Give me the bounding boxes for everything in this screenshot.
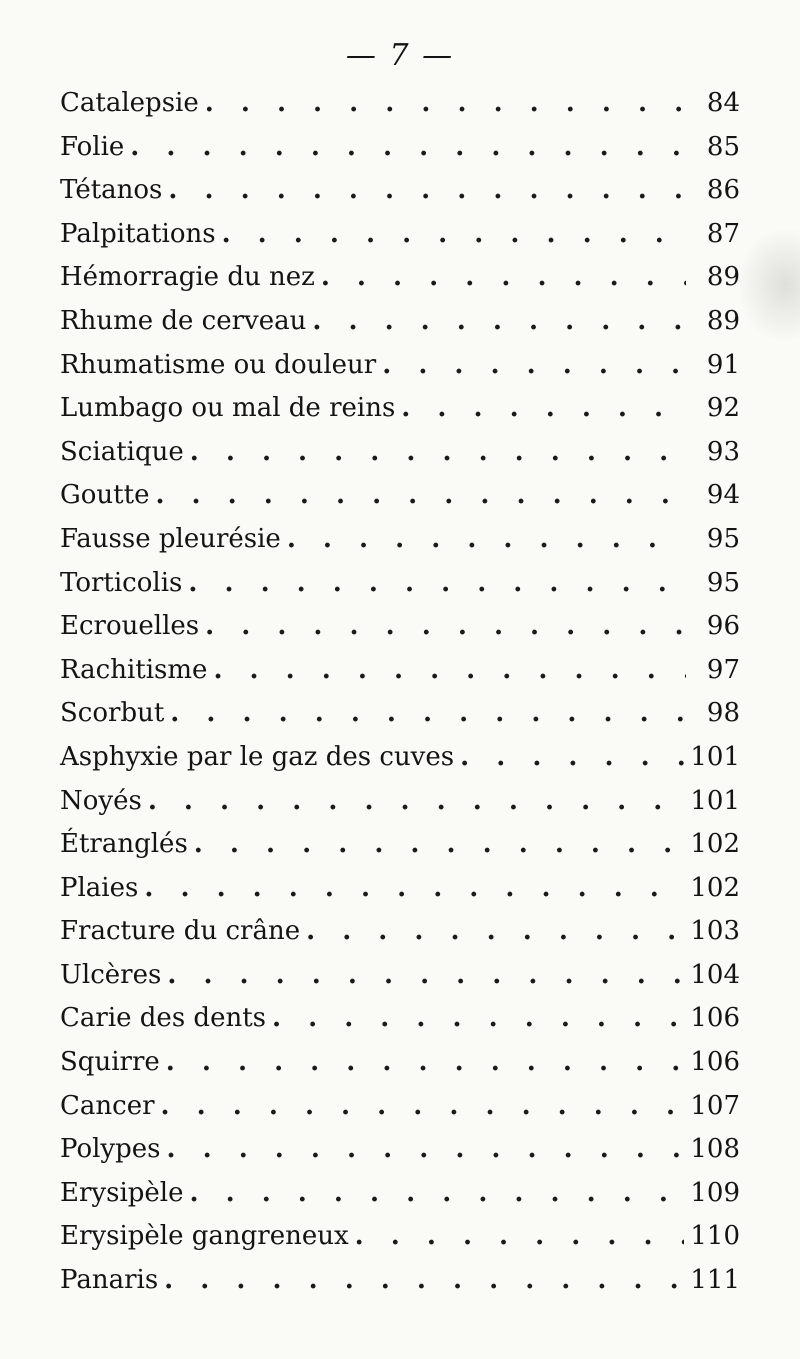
toc-entry-page: 106 <box>690 1047 740 1078</box>
toc-entry-label: Asphyxie par le gaz des cuves <box>60 741 455 772</box>
dot-leader <box>190 1172 685 1216</box>
dot-leader <box>382 344 686 388</box>
toc-entry-page: 102 <box>690 829 740 860</box>
toc-entry-label: Lumbago ou mal de reins <box>60 393 396 424</box>
toc-entry-label: Rhume de cerveau <box>60 305 307 336</box>
dot-leader <box>167 954 684 998</box>
toc-entry-page: 109 <box>690 1177 740 1208</box>
toc-entry-label: Fracture du crâne <box>60 916 301 947</box>
toc-entry-page: 91 <box>706 349 740 380</box>
toc-entry-page: 108 <box>690 1134 740 1165</box>
toc-entry-page: 94 <box>706 480 740 511</box>
toc-entry-label: Palpitations <box>60 218 216 249</box>
toc-entry-page: 87 <box>706 218 740 249</box>
toc-entry-label: Scorbut <box>60 698 165 729</box>
toc-entry-label: Polypes <box>60 1134 161 1165</box>
toc-entry-label: Goutte <box>60 480 150 511</box>
toc-entry-label: Tétanos <box>60 175 163 206</box>
toc-entry-label: Squirre <box>60 1047 160 1078</box>
toc-entry <box>60 1172 740 1216</box>
toc-entry-label: Ecrouelles <box>60 611 200 642</box>
toc-entry <box>60 256 740 300</box>
toc-entry <box>60 562 740 606</box>
toc-entry-page: 85 <box>706 131 740 162</box>
dot-leader <box>205 82 686 126</box>
dot-leader <box>321 256 686 300</box>
toc-entry-label: Rhumatisme ou douleur <box>60 349 377 380</box>
toc-entry-label: Catalepsie <box>60 88 199 118</box>
toc-entry-page: 98 <box>706 698 740 729</box>
toc-entry-label: Cancer <box>60 1090 155 1121</box>
dot-leader <box>312 300 686 344</box>
paper-stain <box>740 230 800 340</box>
dot-leader <box>213 649 686 693</box>
toc-entry-label: Fausse pleurésie <box>60 523 281 554</box>
toc-entry <box>60 213 740 257</box>
toc-entry-label: Hémorragie du nez <box>60 262 315 293</box>
dot-leader <box>161 1085 685 1129</box>
toc-entry <box>60 910 740 954</box>
toc-entry-label: Erysipèle <box>60 1177 184 1208</box>
toc-entry-page: 95 <box>706 567 740 598</box>
dot-leader <box>460 736 684 780</box>
toc-entry <box>60 431 740 475</box>
toc-entry-page: 111 <box>690 1265 740 1296</box>
toc-entry <box>60 300 740 344</box>
toc-entry-page: 102 <box>690 872 740 903</box>
toc-entry <box>60 1259 740 1303</box>
dot-leader <box>144 867 684 911</box>
toc-entry-page: 84 <box>706 88 740 118</box>
toc-entry <box>60 1128 740 1172</box>
dot-leader <box>188 562 686 606</box>
toc-entry <box>60 169 740 213</box>
toc-entry-label: Rachitisme <box>60 654 208 685</box>
toc-entry-page: 89 <box>706 262 740 293</box>
toc-entry <box>60 1041 740 1085</box>
page-number: — 7 — <box>345 38 455 73</box>
toc-entry-page: 107 <box>690 1090 740 1121</box>
toc-entry <box>60 126 740 170</box>
toc-entry-page: 93 <box>706 436 740 467</box>
toc-entry <box>60 82 740 126</box>
toc-entry-label: Carie des dents <box>60 1003 266 1034</box>
toc-entry <box>60 518 740 562</box>
toc-entry-label: Étranglés <box>60 829 188 860</box>
toc-entry-label: Plaies <box>60 872 139 903</box>
toc-entry <box>60 1085 740 1129</box>
toc-entry <box>60 474 740 518</box>
dot-leader <box>222 213 686 257</box>
toc-entry-page: 89 <box>706 305 740 336</box>
toc-entry <box>60 780 740 824</box>
toc-entry <box>60 692 740 736</box>
toc-entry <box>60 736 740 780</box>
dot-leader <box>155 474 686 518</box>
toc-entry-label: Ulcères <box>60 959 162 990</box>
toc-entry-page: 106 <box>690 1003 740 1034</box>
dot-leader <box>164 1259 684 1303</box>
toc-entry-label: Panaris <box>60 1265 159 1296</box>
dot-leader <box>130 126 686 170</box>
toc-entry-page: 97 <box>706 654 740 685</box>
toc-entry-page: 110 <box>690 1221 740 1252</box>
toc-entry-page: 86 <box>706 175 740 206</box>
toc-entry-page: 96 <box>706 611 740 642</box>
toc-entry-label: Sciatique <box>60 436 184 467</box>
toc-entry <box>60 387 740 431</box>
toc-entry-page: 104 <box>690 959 740 990</box>
toc-entry-page: 101 <box>690 785 740 816</box>
dot-leader <box>272 997 684 1041</box>
toc-entry <box>60 344 740 388</box>
dot-leader <box>166 1128 684 1172</box>
toc-entry-label: Torticolis <box>60 567 183 598</box>
toc-entry-page: 95 <box>706 523 740 554</box>
dot-leader <box>205 605 686 649</box>
dot-leader <box>166 1041 685 1085</box>
dot-leader <box>168 169 686 213</box>
dot-leader <box>287 518 686 562</box>
dot-leader <box>190 431 686 475</box>
toc-entry-label: Folie <box>60 131 125 162</box>
toc-entry-label: Erysipèle gangreneux <box>60 1221 349 1252</box>
toc-entry-page: 101 <box>690 741 740 772</box>
dot-leader <box>401 387 686 431</box>
toc-entry-page: 92 <box>706 393 740 424</box>
toc-entry <box>60 823 740 867</box>
table-of-contents <box>60 82 740 1303</box>
toc-entry-page: 103 <box>690 916 740 947</box>
toc-entry <box>60 954 740 998</box>
toc-entry <box>60 605 740 649</box>
toc-entry-label: Noyés <box>60 785 142 816</box>
dot-leader <box>170 692 686 736</box>
toc-entry <box>60 867 740 911</box>
dot-leader <box>148 780 685 824</box>
toc-entry <box>60 649 740 693</box>
dot-leader <box>194 823 685 867</box>
toc-entry <box>60 1215 740 1259</box>
dot-leader <box>306 910 684 954</box>
dot-leader <box>355 1215 685 1259</box>
toc-entry <box>60 997 740 1041</box>
